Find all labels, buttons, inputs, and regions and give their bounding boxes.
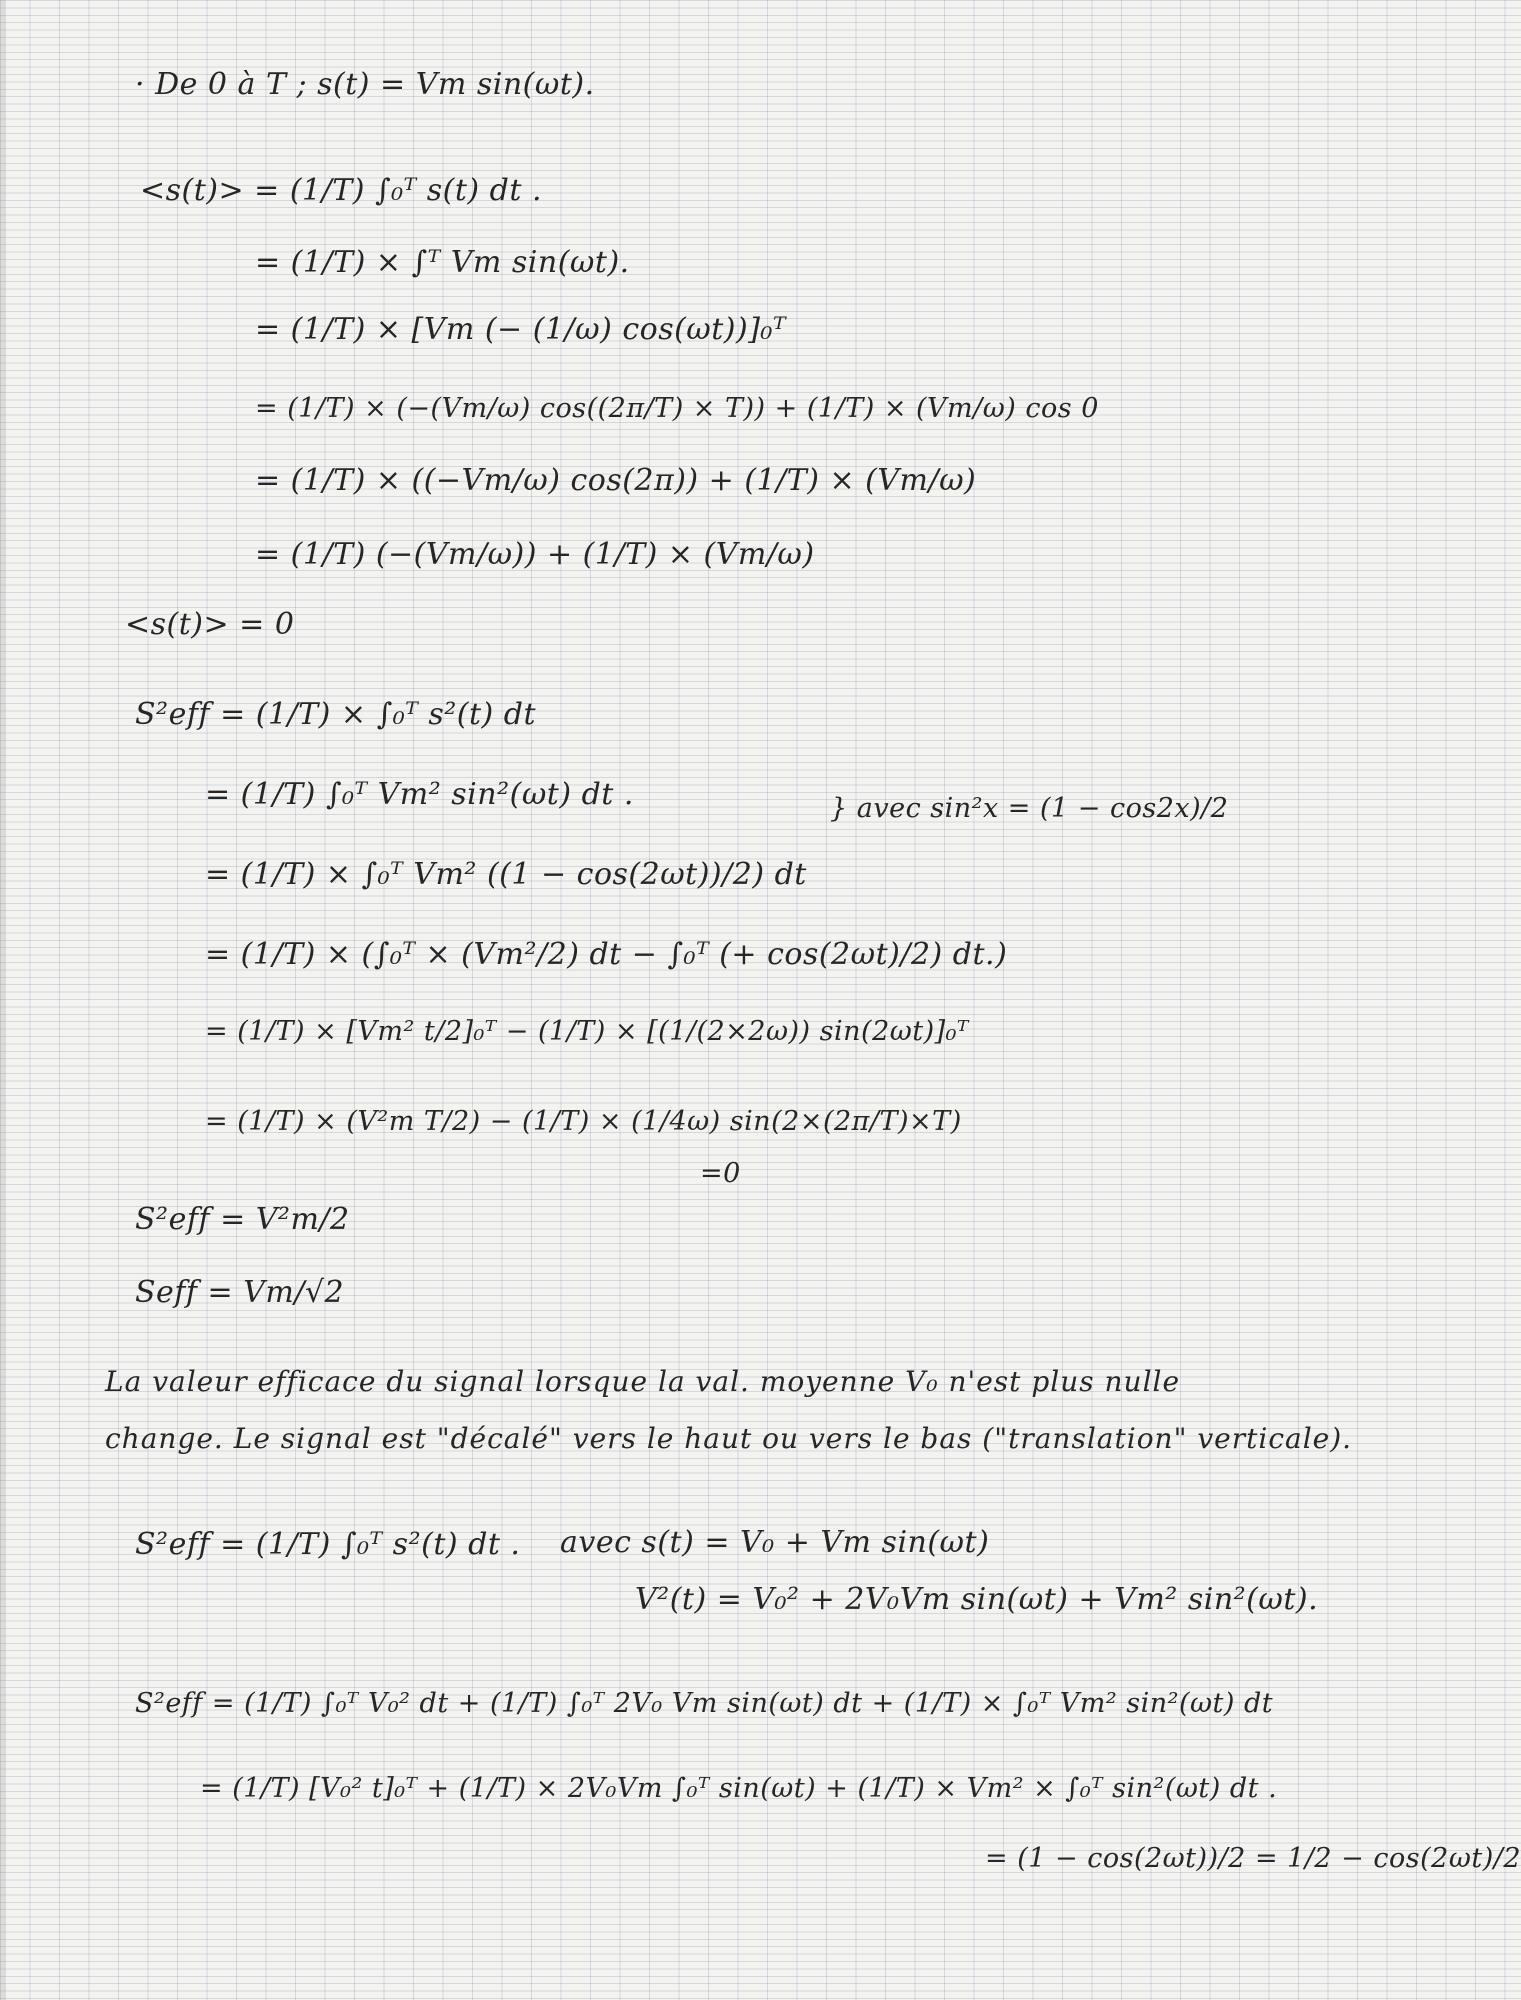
line-rms-squared-result: S²eff = V²m/2 (135, 1202, 350, 1237)
line-identity-note: } avec sin²x = (1 − cos2x)/2 (830, 793, 1229, 824)
line-rms-step-1: = (1/T) ∫₀ᵀ Vm² sin²(ωt) dt . (205, 777, 634, 812)
line-text-2: change. Le signal est "décalé" vers le haut ou vers le bas ("translation" verticale). (105, 1422, 1353, 1455)
line-text-1: La valeur efficace du signal lorsque la val. moyenne V₀ n'est plus nulle (105, 1365, 1181, 1398)
line-mean-step-1: = (1/T) × ∫ᵀ Vm sin(ωt). (255, 245, 630, 280)
line-mean-step-2: = (1/T) × [Vm (− (1/ω) cos(ωt))]₀ᵀ (255, 312, 787, 347)
line-def-signal: · De 0 à T ; s(t) = Vm sin(ωt). (135, 67, 595, 102)
line-offset-signal: avec s(t) = V₀ + Vm sin(ωt) (560, 1525, 990, 1560)
line-offset-rms-definition: S²eff = (1/T) ∫₀ᵀ s²(t) dt . (135, 1527, 521, 1562)
line-mean-step-4: = (1/T) × ((−Vm/ω) cos(2π)) + (1/T) × (Vm/ω) (255, 463, 977, 498)
line-sin-squared-identity: = (1 − cos(2ωt))/2 = 1/2 − cos(2ωt)/2 (985, 1843, 1521, 1874)
line-rms-definition: S²eff = (1/T) × ∫₀ᵀ s²(t) dt (135, 697, 537, 732)
line-mean-step-5: = (1/T) (−(Vm/ω)) + (1/T) × (Vm/ω) (255, 537, 815, 572)
line-offset-signal-squared: V²(t) = V₀² + 2V₀Vm sin(ωt) + Vm² sin²(ωt). (635, 1582, 1319, 1617)
line-mean-definition: <s(t)> = (1/T) ∫₀ᵀ s(t) dt . (140, 173, 543, 208)
line-offset-rms-step-1: = (1/T) [V₀² t]₀ᵀ + (1/T) × 2V₀Vm ∫₀ᵀ sin(ωt) + (1/T) × Vm² × ∫₀ᵀ sin²(ωt) dt . (200, 1773, 1278, 1804)
line-rms-step-2: = (1/T) × ∫₀ᵀ Vm² ((1 − cos(2ωt))/2) dt (205, 857, 807, 892)
line-mean-result: <s(t)> = 0 (125, 607, 295, 642)
line-offset-rms-expansion: S²eff = (1/T) ∫₀ᵀ V₀² dt + (1/T) ∫₀ᵀ 2V₀ Vm sin(ωt) dt + (1/T) × ∫₀ᵀ Vm² sin²(ωt) dt (135, 1688, 1274, 1719)
line-rms-step-3: = (1/T) × (∫₀ᵀ × (Vm²/2) dt − ∫₀ᵀ (+ cos(2ωt)/2) dt.) (205, 937, 1008, 972)
line-mean-step-3: = (1/T) × (−(Vm/ω) cos((2π/T) × T)) + (1/T) × (Vm/ω) cos 0 (255, 393, 1099, 424)
line-rms-step-5: = (1/T) × (V²m T/2) − (1/T) × (1/4ω) sin(2×(2π/T)×T) (205, 1106, 962, 1137)
line-zero-annotation: =0 (700, 1158, 741, 1189)
line-rms-step-4: = (1/T) × [Vm² t/2]₀ᵀ − (1/T) × [(1/(2×2ω)) sin(2ωt)]₀ᵀ (205, 1016, 969, 1047)
page-margin-rule (0, 0, 6, 2000)
line-rms-result: Seff = Vm/√2 (135, 1275, 345, 1310)
